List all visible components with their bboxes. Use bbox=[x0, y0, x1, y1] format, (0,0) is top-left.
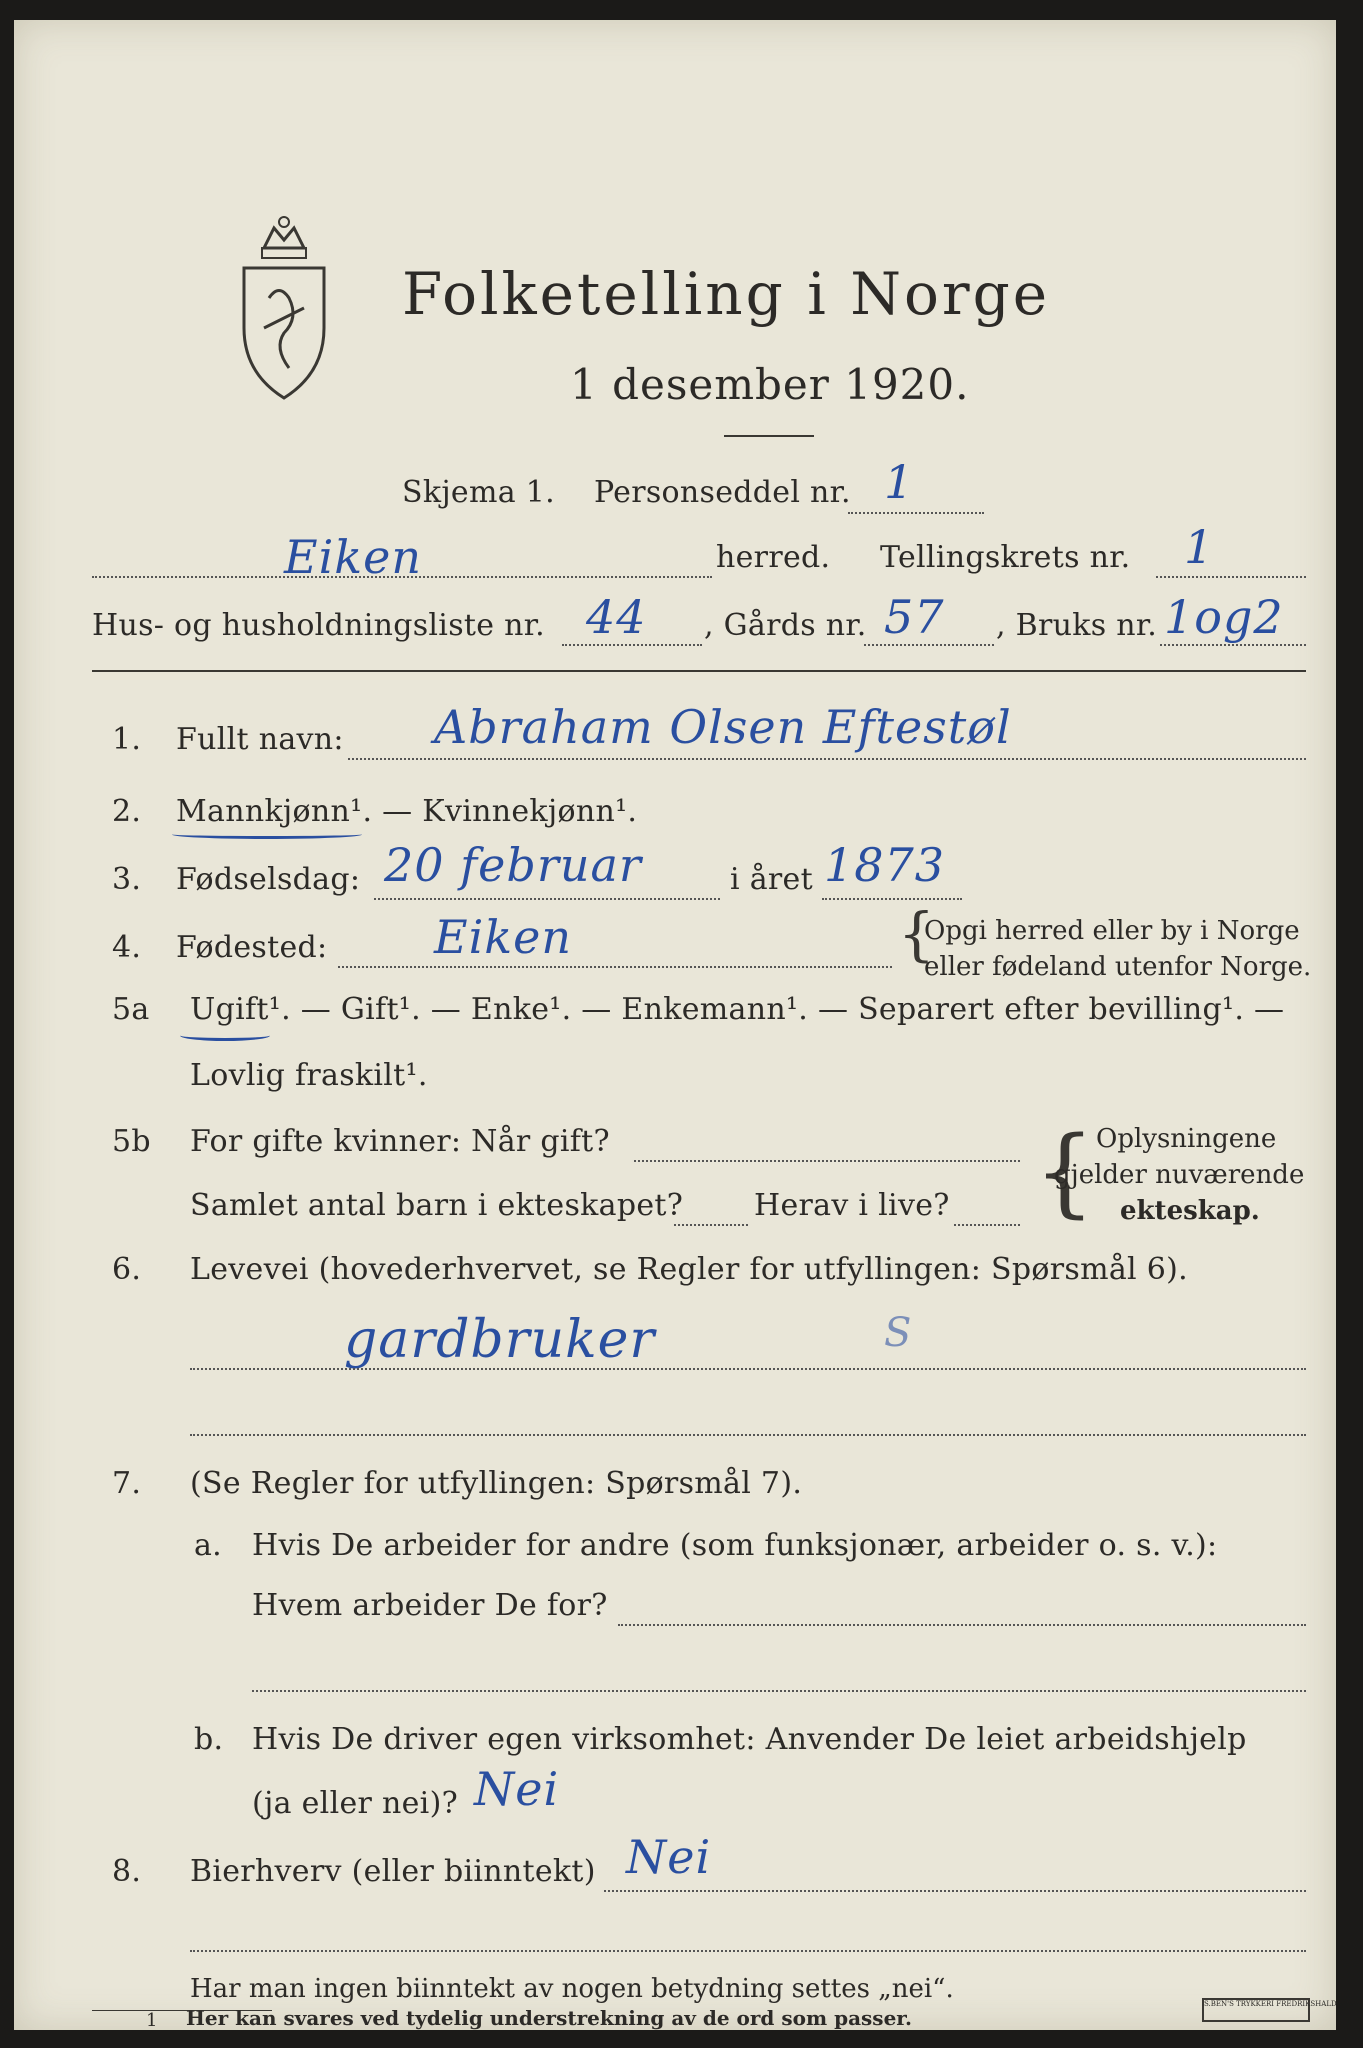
bruks-line bbox=[1160, 644, 1306, 646]
herred-value: Eiken bbox=[284, 530, 423, 584]
q6-label: Levevei (hovederhvervet, se Regler for utfyllingen: Spørsmål 6). bbox=[190, 1252, 1188, 1287]
q3-year-value: 1873 bbox=[824, 838, 946, 892]
q8-value: Nei bbox=[626, 1830, 712, 1884]
q2-number: 2. bbox=[112, 794, 142, 829]
personseddel-value: 1 bbox=[884, 455, 915, 509]
q7-label: (Se Regler for utfyllingen: Spørsmål 7). bbox=[190, 1466, 803, 1501]
q5a-number: 5a bbox=[112, 992, 150, 1027]
q5b-line1: For gifte kvinner: Når gift? bbox=[190, 1124, 610, 1159]
q7b-value: Nei bbox=[474, 1762, 560, 1816]
q6-line1 bbox=[190, 1368, 1306, 1370]
q7a-line3-dots bbox=[252, 1690, 1306, 1692]
q5b-line2b: Herav i live? bbox=[754, 1188, 950, 1223]
q3-year-line bbox=[822, 898, 962, 900]
q1-line bbox=[348, 758, 1306, 760]
form-date: 1 desember 1920. bbox=[570, 360, 970, 409]
q4-note-line2: eller fødeland utenfor Norge. bbox=[924, 952, 1312, 982]
header-rule bbox=[92, 670, 1306, 672]
hus-label: Hus- og husholdningsliste nr. bbox=[92, 608, 545, 643]
q5a-line1: Ugift¹. — Gift¹. — Enke¹. — Enkemann¹. — Separert efter bevilling¹. — bbox=[190, 992, 1285, 1027]
q3-value: 20 februar bbox=[384, 838, 642, 892]
q8-line bbox=[604, 1890, 1306, 1892]
tellingskrets-label: Tellingskrets nr. bbox=[880, 540, 1131, 575]
q3-number: 3. bbox=[112, 862, 142, 897]
q8-label: Bierhverv (eller biinntekt) bbox=[190, 1854, 596, 1889]
q5b-brace: { bbox=[1034, 1116, 1096, 1228]
q7b-letter: b. bbox=[194, 1722, 224, 1757]
title-divider bbox=[724, 435, 814, 437]
q5b-note1: Oplysningene bbox=[1096, 1124, 1277, 1154]
q5a-underline bbox=[180, 1030, 270, 1041]
gards-line bbox=[864, 644, 994, 646]
q2-underline bbox=[172, 830, 362, 839]
tellingskrets-line bbox=[1156, 576, 1306, 578]
q6-value: gardbruker bbox=[344, 1310, 656, 1370]
q5b-number: 5b bbox=[112, 1124, 151, 1159]
q5b-note3: ekteskap. bbox=[1120, 1196, 1260, 1226]
footnote-number: 1 bbox=[146, 2010, 158, 2031]
bruks-value: 1og2 bbox=[1164, 590, 1284, 644]
q6-mark: S bbox=[884, 1310, 913, 1356]
q4-line bbox=[338, 966, 892, 968]
q4-note-line1: Opgi herred eller by i Norge bbox=[924, 916, 1300, 946]
q7a-line2: Hvem arbeider De for? bbox=[252, 1588, 608, 1623]
coat-of-arms-icon bbox=[234, 208, 334, 412]
q7a-line1: Hvis De arbeider for andre (som funksjonær, arbeider o. s. v.): bbox=[252, 1528, 1218, 1563]
skjema-label: Skjema 1. bbox=[402, 475, 555, 510]
q6-line2 bbox=[190, 1434, 1306, 1436]
herred-label: herred. bbox=[716, 540, 831, 575]
q1-value: Abraham Olsen Eftestøl bbox=[434, 700, 1012, 754]
q8-number: 8. bbox=[112, 1854, 142, 1889]
q3-year-label: i året bbox=[730, 862, 813, 897]
q7a-letter: a. bbox=[194, 1528, 223, 1563]
q7a-line2-dots bbox=[618, 1624, 1306, 1626]
personseddel-label: Personseddel nr. bbox=[594, 475, 851, 510]
q4-value: Eiken bbox=[434, 910, 573, 964]
q8-line2 bbox=[190, 1950, 1306, 1952]
q5b-line1-dots bbox=[634, 1160, 1020, 1162]
hus-value: 44 bbox=[586, 590, 647, 644]
gards-value: 57 bbox=[884, 590, 945, 644]
footer-note: Har man ingen biinntekt av nogen betydning settes „nei“. bbox=[190, 1974, 954, 2004]
q5b-line2a-dots bbox=[674, 1224, 748, 1226]
tellingskrets-value: 1 bbox=[1184, 520, 1215, 574]
q7-number: 7. bbox=[112, 1466, 142, 1501]
q1-number: 1. bbox=[112, 722, 142, 757]
footnote-text: Her kan svares ved tydelig understrekning av de ord som passer. bbox=[186, 2006, 912, 2030]
q2-label: Mannkjønn¹. — Kvinnekjønn¹. bbox=[176, 794, 638, 829]
q4-label: Fødested: bbox=[176, 930, 328, 965]
q4-number: 4. bbox=[112, 930, 142, 965]
q4-brace: { bbox=[898, 900, 935, 968]
q5b-line2a: Samlet antal barn i ekteskapet? bbox=[190, 1188, 684, 1223]
q5a-line2: Lovlig fraskilt¹. bbox=[190, 1058, 428, 1093]
q3-line bbox=[374, 898, 720, 900]
bruks-label: , Bruks nr. bbox=[996, 608, 1158, 643]
q6-number: 6. bbox=[112, 1252, 142, 1287]
hus-line bbox=[562, 644, 702, 646]
gards-label: , Gårds nr. bbox=[704, 608, 867, 643]
form-title: Folketelling i Norge bbox=[402, 260, 1051, 328]
q7b-line2: (ja eller nei)? bbox=[252, 1786, 458, 1821]
q7b-line1: Hvis De driver egen virksomhet: Anvender De leiet arbeidshjelp bbox=[252, 1722, 1247, 1757]
personseddel-line bbox=[848, 512, 984, 514]
q3-label: Fødselsdag: bbox=[176, 862, 361, 897]
q5b-line2b-dots bbox=[954, 1224, 1020, 1226]
q5b-note2: gjelder nuværende bbox=[1054, 1160, 1305, 1190]
census-form bbox=[14, 20, 1336, 2030]
printer-stamp: S.BEN'S TRYKKERI FREDRIKSHALD bbox=[1202, 1998, 1310, 2022]
q1-label: Fullt navn: bbox=[176, 722, 344, 757]
